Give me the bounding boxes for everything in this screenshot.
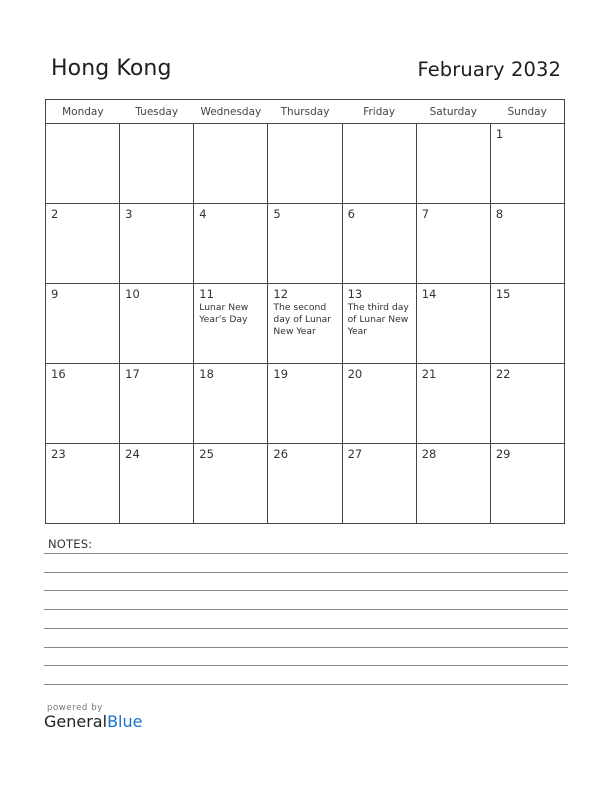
- brand-general: General: [44, 712, 108, 731]
- note-line: [44, 572, 568, 573]
- day-number: 11: [199, 287, 214, 301]
- day-number: 8: [495, 207, 504, 221]
- day-number: 28: [421, 447, 437, 461]
- day-cell: [416, 364, 490, 444]
- day-number: 5: [273, 207, 281, 221]
- weekday-friday: Friday: [342, 100, 416, 124]
- day-cell: [268, 284, 342, 364]
- day-number: 20: [347, 367, 363, 381]
- day-cell: [490, 364, 564, 444]
- day-cell: [120, 364, 194, 444]
- day-number: 12: [273, 287, 289, 301]
- weekday-saturday: Saturday: [416, 100, 490, 124]
- day-cell: [342, 284, 416, 364]
- powered-by-text: powered by: [47, 703, 103, 713]
- day-cell: [46, 364, 120, 444]
- note-line: [44, 553, 568, 554]
- day-cell: [194, 204, 268, 284]
- day-number: 22: [495, 367, 511, 381]
- day-number: 16: [51, 367, 66, 381]
- holiday-label: The third day of Lunar New Year: [347, 302, 409, 337]
- week-row-3: [46, 284, 565, 364]
- day-number: 17: [125, 367, 140, 381]
- day-cell: [416, 284, 490, 364]
- day-number: 25: [199, 447, 214, 461]
- day-number: 19: [273, 367, 289, 381]
- day-cell: [194, 284, 268, 364]
- weekday-tuesday: Tuesday: [120, 100, 194, 124]
- note-line: [44, 609, 568, 610]
- day-number: 24: [125, 447, 140, 461]
- day-number: 26: [273, 447, 289, 461]
- week-row-2: [46, 204, 565, 284]
- note-line: [44, 665, 568, 666]
- note-line: [44, 647, 568, 648]
- note-line: [44, 684, 568, 685]
- day-number: 21: [421, 367, 437, 381]
- day-number: 29: [495, 447, 511, 461]
- day-number: 15: [495, 287, 511, 301]
- day-cell: [416, 204, 490, 284]
- weekday-monday: Monday: [46, 100, 120, 124]
- day-cell: [490, 124, 564, 204]
- day-number: 18: [199, 367, 214, 381]
- brand-name: [44, 712, 142, 731]
- day-number: 6: [347, 207, 355, 221]
- day-cell: [120, 284, 194, 364]
- day-cell: [268, 204, 342, 284]
- day-cell: [46, 284, 120, 364]
- day-cell: [490, 284, 564, 364]
- note-line: [44, 590, 568, 591]
- day-number: 3: [125, 207, 133, 221]
- day-cell: [342, 364, 416, 444]
- day-cell: [46, 204, 120, 284]
- generalblue-logo: [44, 703, 142, 731]
- day-number: 9: [51, 287, 59, 301]
- day-cell: [194, 124, 268, 204]
- day-cell: [120, 124, 194, 204]
- day-cell: [46, 124, 120, 204]
- day-cell: [120, 444, 194, 524]
- week-row-5: [46, 444, 565, 524]
- day-cell: [46, 444, 120, 524]
- day-cell: [194, 364, 268, 444]
- weekday-header-row: [46, 100, 565, 124]
- day-number: 27: [347, 447, 363, 461]
- holiday-label: Lunar New Year’s Day: [199, 302, 249, 325]
- weekday-wednesday: Wednesday: [194, 100, 268, 124]
- week-row-4: [46, 364, 565, 444]
- day-cell: [268, 124, 342, 204]
- day-number: 14: [421, 287, 437, 301]
- day-number: 23: [51, 447, 66, 461]
- country-title: Hong Kong: [51, 56, 172, 81]
- day-cell: [416, 444, 490, 524]
- day-number: 4: [199, 207, 207, 221]
- note-line: [44, 628, 568, 629]
- day-number: 10: [125, 287, 140, 301]
- holiday-label: The second day of Lunar New Year: [273, 302, 332, 337]
- day-number: 13: [347, 287, 363, 301]
- month-title: February 2032: [417, 58, 561, 81]
- day-cell: [268, 364, 342, 444]
- brand-blue: Blue: [107, 712, 143, 731]
- day-cell: [268, 444, 342, 524]
- day-number: 1: [495, 127, 504, 141]
- day-number: 2: [51, 207, 59, 221]
- day-cell: [194, 444, 268, 524]
- day-number: 7: [421, 207, 430, 221]
- notes-label: NOTES:: [48, 537, 93, 551]
- weekday-sunday: Sunday: [490, 100, 564, 124]
- day-cell: [342, 124, 416, 204]
- weekday-thursday: Thursday: [268, 100, 342, 124]
- day-cell: [120, 204, 194, 284]
- day-cell: [342, 204, 416, 284]
- week-row-1: [46, 124, 565, 204]
- day-cell: [490, 204, 564, 284]
- day-cell: [416, 124, 490, 204]
- day-cell: [490, 444, 564, 524]
- day-cell: [342, 444, 416, 524]
- calendar-grid: [45, 99, 565, 524]
